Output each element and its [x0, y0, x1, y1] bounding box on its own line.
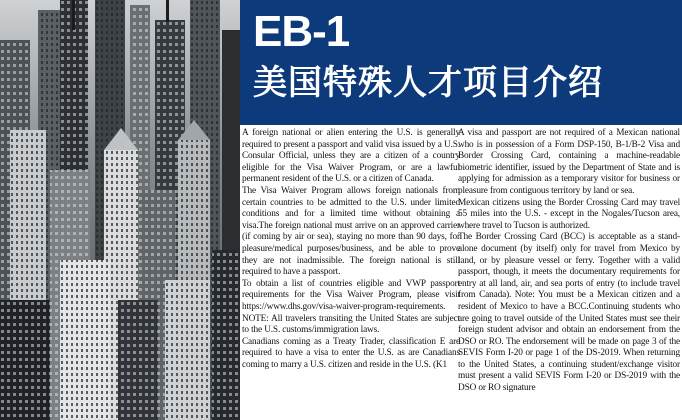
page-subtitle: 美国特殊人才项目介绍: [253, 63, 603, 103]
paragraph: Canadians coming as a Treaty Trader, classification E are required to have a visa to enter the U.S. as are Canadians coming to marry a U.S. citizen and reside in the U.S. (K1: [242, 336, 460, 370]
paragraph: A visa and passport are not required of a Mexican national who is in possession of a Form DSP-150, B-1/B-2 Visa and Border Crossing Card, containing a machine-readable biometric identifier, issued by the Department of State and is applying for admission as a temporary visitor for business or pleasure from contiguous territory by land or sea.: [458, 128, 680, 196]
paragraph: To obtain a list of countries eligible and VWP passport requirements for the Visa Waiver Program, please visit https://www.dhs.gov/visa-waiver-program-requirements. NOTE: All travelers transiting the United States are subject to the U.S. customs/immigration laws.: [242, 278, 460, 336]
body-column-right: [458, 128, 680, 420]
paragraph: Mexican citizens using the Border Crossing Card may travel 55 miles into the U.S. - except in the Nogales/Tucson area, where travel to Tucson is authorized.: [458, 197, 680, 231]
paragraph: The Visa Waiver Program allows foreign nationals from certain countries to be admitted to the U.S. under limited conditions and for a limited time without obtaining a visa.The foreign national must arrive on an approved carrier (if coming by air or sea), staying no more than 90 days, for pleasure/medical purposes/business, and be able to prove they are not inadmissible. The foreign national is still required to have a passport.: [242, 185, 460, 278]
paragraph: The Border Crossing Card (BCC) is acceptable as a stand-alone document (by itself) only for travel from Mexico by land, or by pleasure vessel or ferry. Together with a valid passport, though, it meets the documentary requirements for entry at all land, air, and sea ports of entry (to include travel from Canada). Note: You must be a Mexican citizen and a resident of Mexico to have a BCC.Continuing students who are going to travel outside of the United States must see their foreign student advisor and obtain an endorsement from the DSO or RO. The endorsement will be made on page 3 of the SEVIS Form I-20 or page 1 of the DS-2019. When returning to the United States, a continuing student/exchange visitor must present a valid SEVIS Form I-20 or DS-2019 with the DSO or RO signature: [458, 232, 680, 394]
city-skyline-image: [0, 0, 240, 420]
page-title: EB-1: [253, 7, 350, 56]
paragraph: A foreign national or alien entering the U.S. is generally required to present a passport and valid visa issued by a U.S. Consular Official, unless they are a citizen of a country eligible for the Visa Waiver Program, or are a lawful permanent resident of the U.S. or a citizen of Canada.: [242, 128, 460, 185]
body-column-left: [242, 128, 460, 420]
